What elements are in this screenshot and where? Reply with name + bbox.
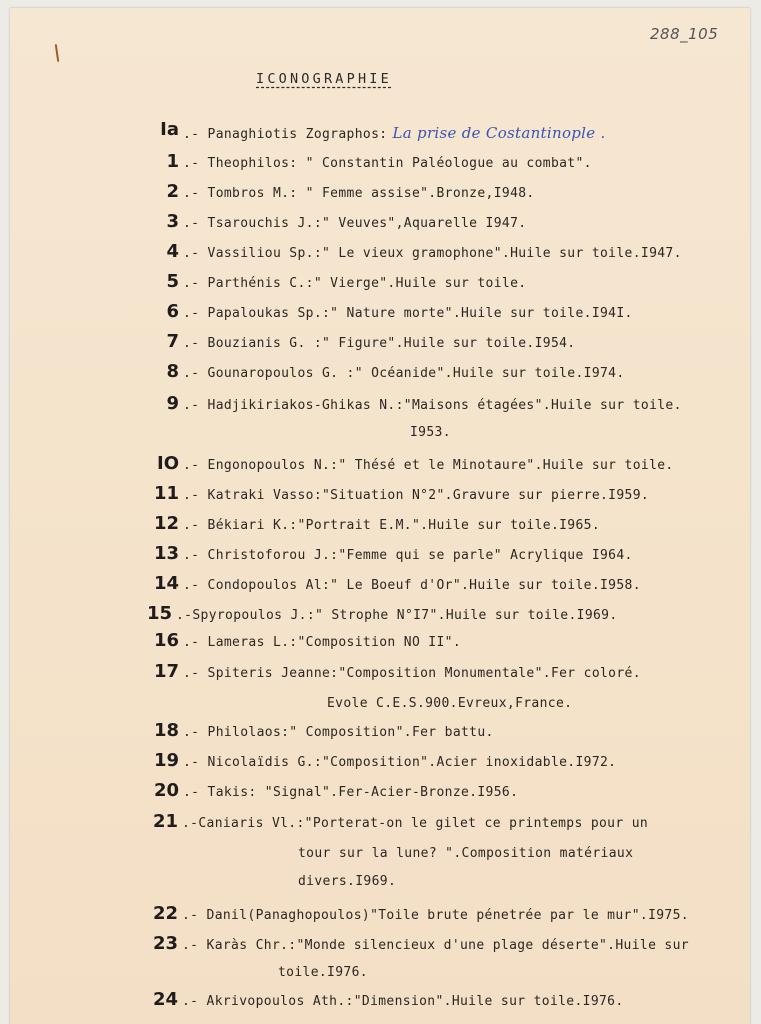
reference-number: 288_105: [650, 25, 719, 43]
entry-line: .- Engonopoulos N.:" Thésé et le Minotaure".Huile sur toile.: [183, 458, 674, 473]
entry-line: .- Hadjikiriakos-Ghikas N.:"Maisons étagées".Huile sur toile.: [183, 398, 682, 413]
entry-number: 22: [152, 903, 178, 924]
entry-line: .- Bouzianis G. :" Figure".Huile sur toile.I954.: [183, 336, 576, 351]
entry-number: 24: [152, 989, 178, 1010]
entry-continuation: divers.I969.: [298, 874, 397, 889]
entry-continuation: toile.I976.: [278, 965, 368, 980]
entry-line: .- Philolaos:" Composition".Fer battu.: [183, 725, 494, 740]
entry-number: Ia: [160, 119, 179, 140]
entry-line: .- Parthénis C.:" Vierge".Huile sur toile.: [183, 276, 527, 291]
entry-number: 21: [152, 811, 178, 832]
entry-line: .- Panaghiotis Zographos: La prise de Costantinople .: [183, 124, 606, 142]
entry-number: 6: [166, 301, 179, 322]
entry-line: .- Tombros M.: " Femme assise".Bronze,I948.: [183, 186, 535, 201]
entry-number: 19: [153, 750, 179, 771]
entry-number: 2: [166, 181, 179, 202]
entry-line: .- Danil(Panaghopoulos)"Toile brute pénetrée par le mur".I975.: [182, 908, 689, 923]
handwritten-title: La prise de Costantinople .: [387, 124, 606, 142]
entry-number: 7: [166, 331, 179, 352]
entry-line: .- Lameras L.:"Composition NO II".: [183, 635, 462, 650]
entry-line: .- Spiteris Jeanne:"Composition Monumentale".Fer coloré.: [183, 666, 641, 681]
entry-number: 20: [153, 780, 179, 801]
entry-line: .- Gounaropoulos G. :" Océanide".Huile sur toile.I974.: [183, 366, 625, 381]
entry-number: 3: [166, 211, 179, 232]
entry-line: .-Spyropoulos J.:" Strophe N°I7".Huile sur toile.I969.: [176, 608, 618, 623]
ink-mark: [55, 44, 59, 62]
document-page: [10, 8, 750, 1024]
entry-number: 16: [153, 630, 179, 651]
entry-number: 1: [166, 151, 179, 172]
entry-number: 18: [153, 720, 179, 741]
entry-line: .- Theophilos: " Constantin Paléologue au combat".: [183, 156, 592, 171]
entry-continuation: Evole C.E.S.900.Evreux,France.: [327, 696, 573, 711]
entry-number: 4: [166, 241, 179, 262]
entry-line: .- Christoforou J.:"Femme qui se parle" Acrylique I964.: [183, 548, 633, 563]
entry-number: IO: [157, 453, 179, 474]
entry-line: .- Condopoulos Al:" Le Boeuf d'Or".Huile sur toile.I958.: [183, 578, 641, 593]
entry-number: 12: [153, 513, 179, 534]
entry-line: .- Takis: "Signal".Fer-Acier-Bronze.I956.: [183, 785, 519, 800]
entry-number: 15: [146, 603, 172, 624]
entry-number: 9: [166, 393, 179, 414]
entry-line: .- Nicolaïdis G.:"Composition".Acier inoxidable.I972.: [183, 755, 617, 770]
entry-line: .-Caniaris Vl.:"Porterat-on le gilet ce printemps pour un: [182, 816, 649, 831]
entry-line: .- Katraki Vasso:"Situation N°2".Gravure sur pierre.I959.: [183, 488, 650, 503]
entry-continuation: I953.: [410, 425, 451, 440]
entry-line: .- Akrivopoulos Ath.:"Dimension".Huile sur toile.I976.: [182, 994, 624, 1009]
entry-number: 23: [152, 933, 178, 954]
entry-line: .- Karàs Chr.:"Monde silencieux d'une plage déserte".Huile sur: [182, 938, 689, 953]
entry-number: 17: [153, 661, 179, 682]
entry-number: 11: [153, 483, 179, 504]
entry-continuation: tour sur la lune? ".Composition matériaux: [298, 846, 634, 861]
entry-number: 5: [166, 271, 179, 292]
entry-line: .- Papaloukas Sp.:" Nature morte".Huile sur toile.I94I.: [183, 306, 633, 321]
entry-number: 13: [153, 543, 179, 564]
entry-number: 14: [153, 573, 179, 594]
entry-line: .- Békiari K.:"Portrait E.M.".Huile sur toile.I965.: [183, 518, 601, 533]
entry-number: 8: [166, 361, 179, 382]
entry-line: .- Vassiliou Sp.:" Le vieux gramophone".Huile sur toile.I947.: [183, 246, 682, 261]
entry-line: .- Tsarouchis J.:" Veuves",Aquarelle I947.: [183, 216, 527, 231]
page-title: ICONOGRAPHIE: [256, 71, 392, 87]
